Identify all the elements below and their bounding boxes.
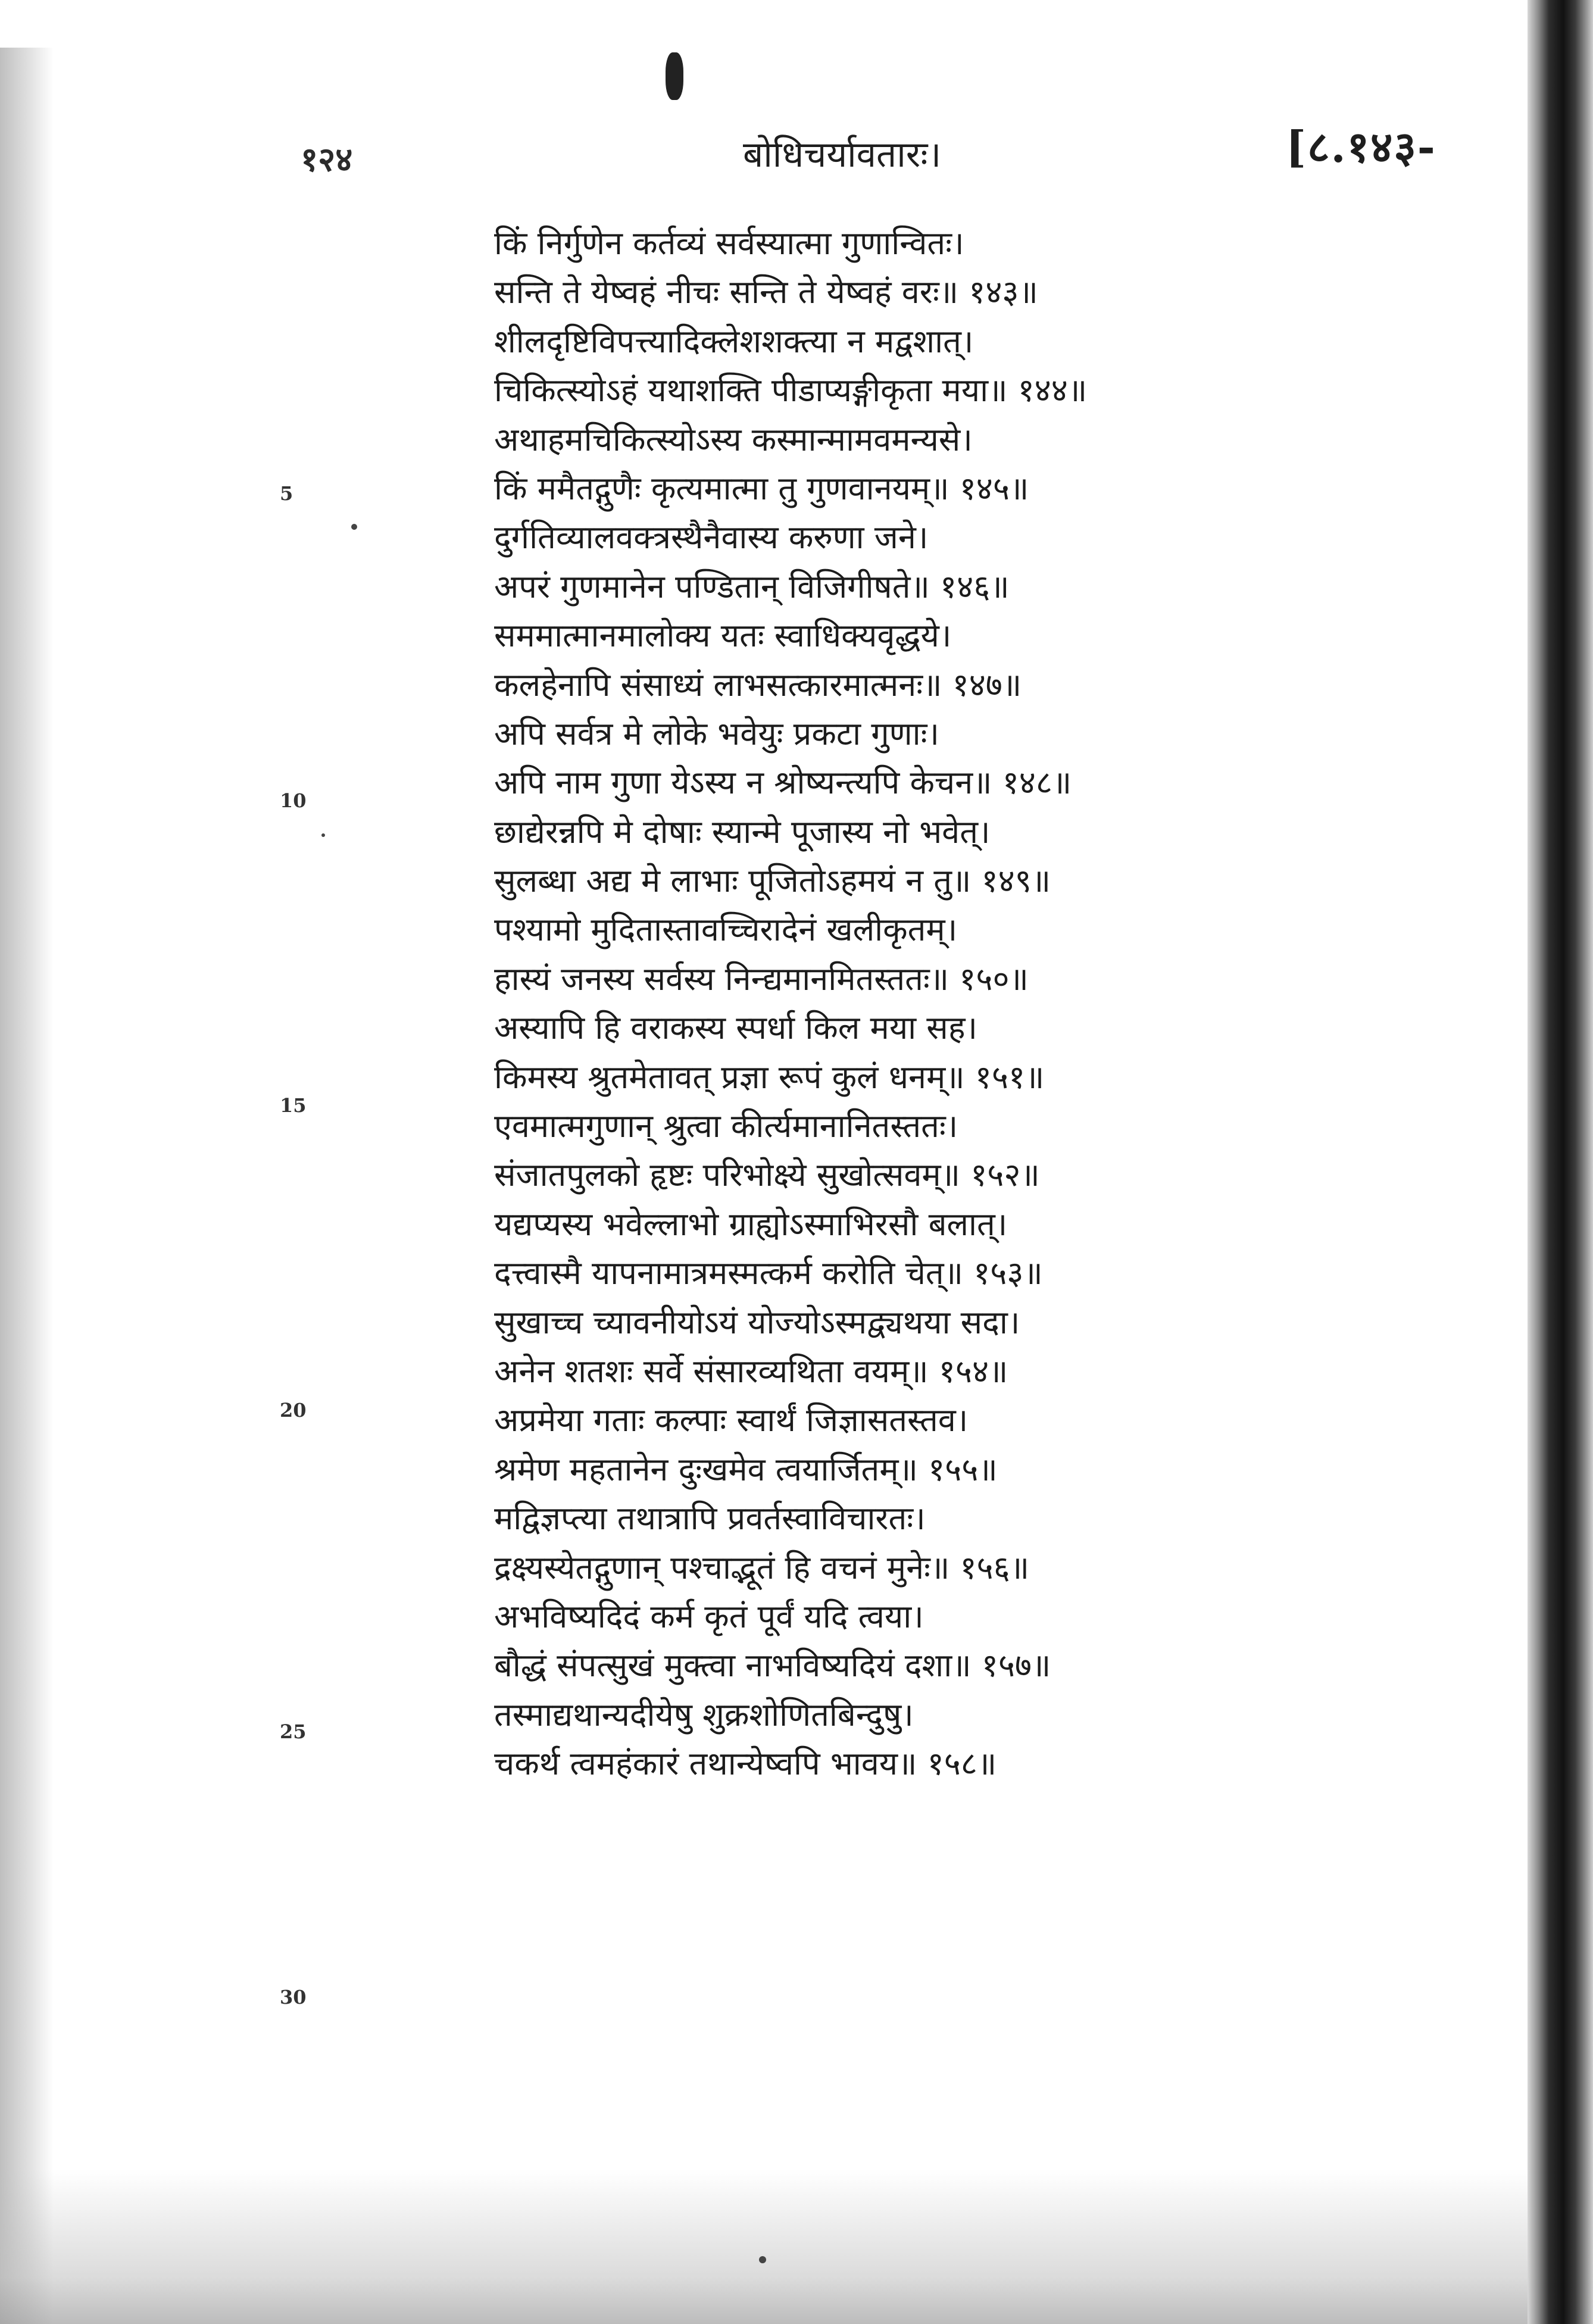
scan-speck	[759, 2256, 766, 2263]
verse-line: किं ममैतद्गुणैः कृत्यमात्मा तु गुणवानयम्॥ १४५॥	[494, 469, 1029, 507]
line-number: 15	[280, 1094, 307, 1117]
verse-line: चिकित्स्योऽहं यथाशक्ति पीडाप्यङ्गीकृता मया॥ १४४॥	[494, 371, 1088, 410]
line-number: 10	[280, 789, 307, 812]
verse-line: दुर्गतिव्यालवक्त्रस्थैनैवास्य करुणा जने।	[494, 518, 929, 557]
verse-line: अपरं गुणमानेन पण्डितान् विजिगीषते॥ १४६॥	[494, 567, 1010, 605]
verse-line: बौद्धं संपत्सुखं मुक्त्वा नाभविष्यदियं दशा॥ १५७॥	[494, 1647, 1051, 1685]
ink-mark	[666, 52, 683, 100]
scan-bottom-shadow	[0, 2169, 1528, 2324]
verse-line: द्रक्ष्यस्येतद्गुणान् पश्चाद्भूतं हि वचनं मुनेः॥ १५६॥	[494, 1548, 1030, 1586]
verse-line: अथाहमचिकित्स्योऽस्य कस्मान्मामवमन्यसे।	[494, 420, 973, 458]
verse-line: पश्यामो मुदितास्तावच्चिरादेनं खलीकृतम्।	[494, 911, 958, 949]
scan-speck	[351, 524, 357, 530]
verse-line: सन्ति ते येष्वहं नीचः सन्ति ते येष्वहं वरः॥ १४३॥	[494, 273, 1038, 311]
verse-line: मद्विज्ञप्त्या तथात्रापि प्रवर्तस्वाविचारतः।	[494, 1500, 926, 1538]
verse-line: किमस्य श्रुतमेतावत् प्रज्ञा रूपं कुलं धनम्॥ १५१॥	[494, 1058, 1045, 1096]
verse-line: शीलदृष्टिविपत्त्यादिक्लेशशक्त्या न मद्वशात्।	[494, 322, 974, 360]
scan-binding-edge	[1528, 0, 1593, 2324]
verse-line: अस्यापि हि वराकस्य स्पर्धा किल मया सह।	[494, 1009, 977, 1047]
verse-line: किं निर्गुणेन कर्तव्यं सर्वस्यात्मा गुणान्वितः।	[494, 224, 964, 262]
verse-line: एवमात्मगुणान् श्रुत्वा कीर्त्यमानानितस्ततः।	[494, 1107, 958, 1145]
scan-left-margin	[0, 48, 54, 2324]
verse-line: अपि नाम गुणा येऽस्य न श्रोष्यन्त्यपि केचन॥ १४८॥	[494, 764, 1072, 802]
verse-text-block	[494, 219, 1328, 1789]
line-number: 5	[280, 482, 293, 505]
line-number: 25	[280, 1720, 307, 1743]
verse-line: संजातपुलको हृष्टः परिभोक्ष्ये सुखोत्सवम्॥ १५२॥	[494, 1156, 1040, 1194]
verse-line: अप्रमेया गताः कल्पाः स्वार्थं जिज्ञासतस्तव।	[494, 1401, 969, 1439]
verse-line: सुखाच्च च्यावनीयोऽयं योज्योऽस्मद्व्यथया सदा।	[494, 1303, 1020, 1341]
page-number: १२४	[301, 140, 353, 179]
verse-line: कलहेनापि संसाध्यं लाभसत्कारमात्मनः॥ १४७॥	[494, 666, 1022, 704]
verse-line: दत्त्वास्मै यापनामात्रमस्मत्कर्म करोति चेत्॥ १५३॥	[494, 1254, 1043, 1292]
verse-line: अभविष्यदिदं कर्म कृतं पूर्वं यदि त्वया।	[494, 1597, 924, 1635]
line-number-column	[280, 0, 327, 2324]
scan-speck	[321, 833, 325, 837]
running-title: बोधिचर्यावतारः।	[743, 134, 942, 176]
verse-line: अपि सर्वत्र मे लोके भवेयुः प्रकटा गुणाः।	[494, 714, 940, 752]
verse-line: सुलब्धा अद्य मे लाभाः पूजितोऽहमयं न तु॥ १४९॥	[494, 862, 1051, 900]
verse-line: हास्यं जनस्य सर्वस्य निन्द्यमानमितस्ततः॥ १५०॥	[494, 960, 1029, 998]
verse-line: सममात्मानमालोक्य यतः स्वाधिक्यवृद्धये।	[494, 617, 952, 655]
verse-line: छाद्येरन्नपि मे दोषाः स्यान्मे पूजास्य नो भवेत्।	[494, 813, 991, 851]
verse-line: यद्यप्यस्य भवेल्लाभो ग्राह्योऽस्माभिरसौ बलात्।	[494, 1205, 1008, 1243]
verse-line: तस्माद्यथान्यदीयेषु शुक्रशोणितबिन्दुषु।	[494, 1695, 914, 1733]
line-number: 20	[280, 1399, 307, 1422]
verse-reference-mark: [८.१४३-	[1286, 121, 1436, 172]
verse-line: चकर्थ त्वमहंकारं तथान्येष्वपि भावय॥ १५८॥	[494, 1745, 997, 1783]
verse-line: श्रमेण महतानेन दुःखमेव त्वयार्जितम्॥ १५५॥	[494, 1450, 998, 1488]
line-number: 30	[280, 1986, 307, 2008]
verse-line: अनेन शतशः सर्वे संसारव्यथिता वयम्॥ १५४॥	[494, 1352, 1008, 1390]
